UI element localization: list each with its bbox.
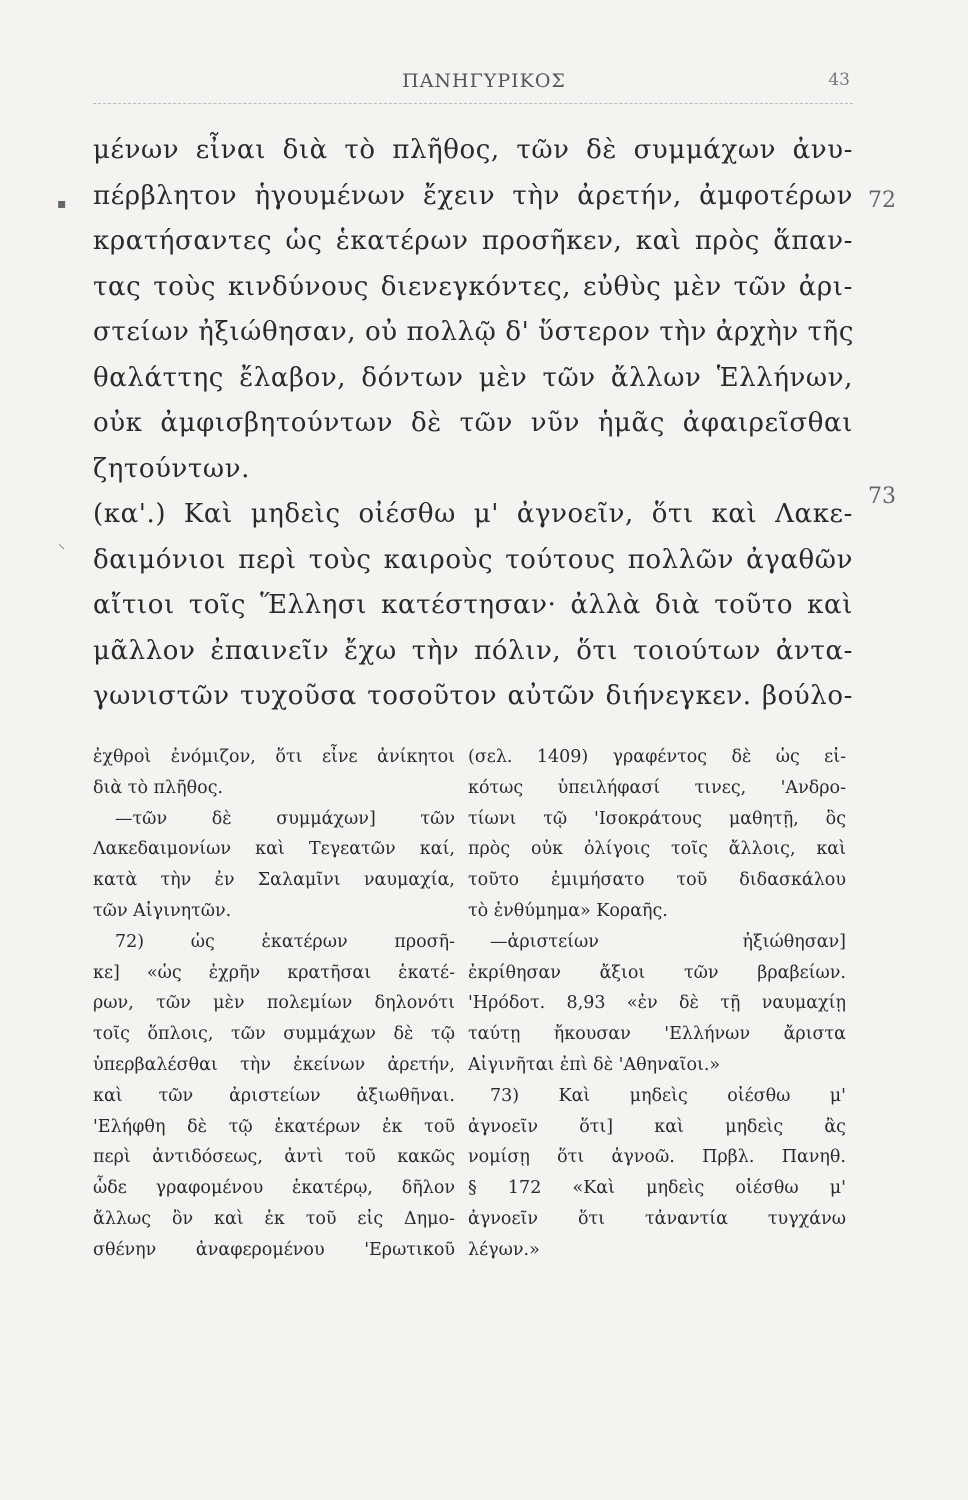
footnote-line: Αἰγινῆται ἐπὶ δὲ 'Αθηναῖοι.» [468,1054,721,1075]
footnote-line: ἐχθροὶ ἐνόμιζον, ὅτι εἶνε ἀνίκητοι [93,747,455,767]
footnote-line: τοῖς ὅπλοις, τῶν συμμάχων δὲ τῷ [93,1024,455,1045]
main-line: πέρβλητον ἡγουμένων ἔχειν τὴν ἀρετήν, ἀμφοτέρων [93,180,853,211]
footnote-line: περὶ ἀντιδόσεως, ἀντὶ τοῦ κακῶς [93,1147,455,1168]
header-rule [93,103,853,104]
footnote-line: τὸ ἐνθύμημα» Κοραῆς. [468,900,668,921]
footnote-line: κότως ὑπειλήφασί τινες, 'Ανδρο- [468,777,846,798]
footnote-line: —τῶν δὲ συμμάχων] τῶν [115,808,455,829]
footnote-line: 73) Καὶ μηδεὶς οἰέσθω μ' [490,1085,846,1106]
footnote-line: 'Ελήφθη δὲ τῷ ἑκατέρων ἐκ τοῦ [93,1116,455,1137]
margin-number-73: 73 [868,484,896,509]
footnote-line: —ἀριστείων ἠξιώθησαν] [490,931,846,952]
footnote-line: λέγων.» [468,1239,540,1260]
main-line: αἴτιοι τοῖς Ἕλλησι κατέστησαν· ἀλλὰ διὰ τοῦτο καὶ [93,590,853,620]
footnotes-right-column [468,742,846,1266]
footnote-line: § 172 «Καὶ μηδεὶς οἰέσθω μ' [468,1178,846,1199]
footnote-line: Λακεδαιμονίων καὶ Τεγεατῶν καί, [93,839,455,860]
footnote-line: κατὰ τὴν ἐν Σαλαμῖνι ναυμαχία, [93,870,455,891]
main-text [93,128,853,720]
main-line: (κα'.) Καὶ μηδεὶς οἰέσθω μ' ἀγνοεῖν, ὅτι καὶ Λακε- [93,499,853,529]
footnote-line: (σελ. 1409) γραφέντος δὲ ὡς εἰ- [468,747,846,767]
footnote-line: διὰ τὸ πλῆθος. [93,777,224,798]
footnote-line: ὑπερβαλέσθαι τὴν ἐκείνων ἀρετήν, [93,1054,455,1075]
footnote-line: τίωνι τῷ 'Ισοκράτους μαθητῇ, ὃς [468,808,846,829]
footnote-line: ἀγνοεῖν ὅτι] καὶ μηδεὶς ἂς [468,1116,846,1137]
main-line: τας τοὺς κινδύνους διενεγκόντες, εὐθὺς μὲν τῶν ἀρι- [93,271,853,302]
footnote-line: τῶν Αἰγινητῶν. [93,900,232,921]
footnote-line: καὶ τῶν ἀριστείων ἀξιωθῆναι. [93,1085,455,1106]
main-line: γωνιστῶν τυχοῦσα τοσοῦτον αὐτῶν διήνεγκεν. βούλο- [93,681,853,711]
footnote-line: ἐκρίθησαν ἄξιοι τῶν βραβείων. [468,962,846,983]
footnote-line: τοῦτο ἐμιμήσατο τοῦ διδασκάλου [468,870,846,891]
footnote-line: ρων, τῶν μὲν πολεμίων δηλονότι [93,993,455,1014]
footnote-line: ταύτῃ ἤκουσαν 'Ελλήνων ἄριστα [468,1024,846,1045]
page-number: 43 [828,70,850,90]
footnote-line: 'Ηρόδοτ. 8,93 «ἐν δὲ τῇ ναυμαχίῃ [468,993,846,1014]
footnote-line: ἄλλως ὂν καὶ ἐκ τοῦ εἰς Δημο- [93,1208,455,1229]
footnote-line: σθένην ἀναφερομένου 'Ερωτικοῦ [93,1239,455,1260]
margin-mark: ▪ [57,196,67,212]
page-header [0,68,968,98]
main-line: κρατήσαντες ὡς ἑκατέρων προσῆκεν, καὶ πρὸς ἅπαν- [93,226,853,256]
main-line: θαλάττης ἔλαβον, δόντων μὲν τῶν ἄλλων Ἑλλήνων, [93,362,853,393]
main-line: ζητούντων. [93,453,250,484]
main-line: οὐκ ἀμφισβητούντων δὲ τῶν νῦν ἡμᾶς ἀφαιρεῖσθαι [93,408,853,438]
margin-number-72: 72 [868,188,896,213]
footnote-line: ἀγνοεῖν ὅτι τἀναντία τυγχάνω [468,1208,846,1229]
main-line: μᾶλλον ἐπαινεῖν ἔχω τὴν πόλιν, ὅτι τοιούτων ἀντα- [93,635,853,666]
margin-mark: ⸌ [58,542,65,558]
footnote-line: ὧδε γραφομένου ἑκατέρῳ, δῆλον [93,1178,455,1199]
running-head: ΠΑΝΗΓΥΡΙΚΟΣ [402,70,566,92]
main-line: δαιμόνιοι περὶ τοὺς καιροὺς τούτους πολλῶν ἀγαθῶν [93,544,853,575]
main-line: στείων ἠξιώθησαν, οὐ πολλῷ δ' ὕστερον τὴν ἀρχὴν τῆς [93,317,854,347]
footnote-line: 72) ὡς ἑκατέρων προσῆ- [115,931,455,952]
footnote-line: νομίσῃ ὅτι ἀγνοῶ. Πρβλ. Πανηθ. [468,1147,846,1168]
footnote-line: κε] «ὡς ἐχρῆν κρατῆσαι ἑκατέ- [93,962,455,983]
footnotes-left-column [93,742,455,1266]
main-line: μένων εἶναι διὰ τὸ πλῆθος, τῶν δὲ συμμάχων ἀνυ- [93,135,853,165]
footnote-line: πρὸς οὐκ ὀλίγοις τοῖς ἄλλοις, καὶ [468,839,846,860]
